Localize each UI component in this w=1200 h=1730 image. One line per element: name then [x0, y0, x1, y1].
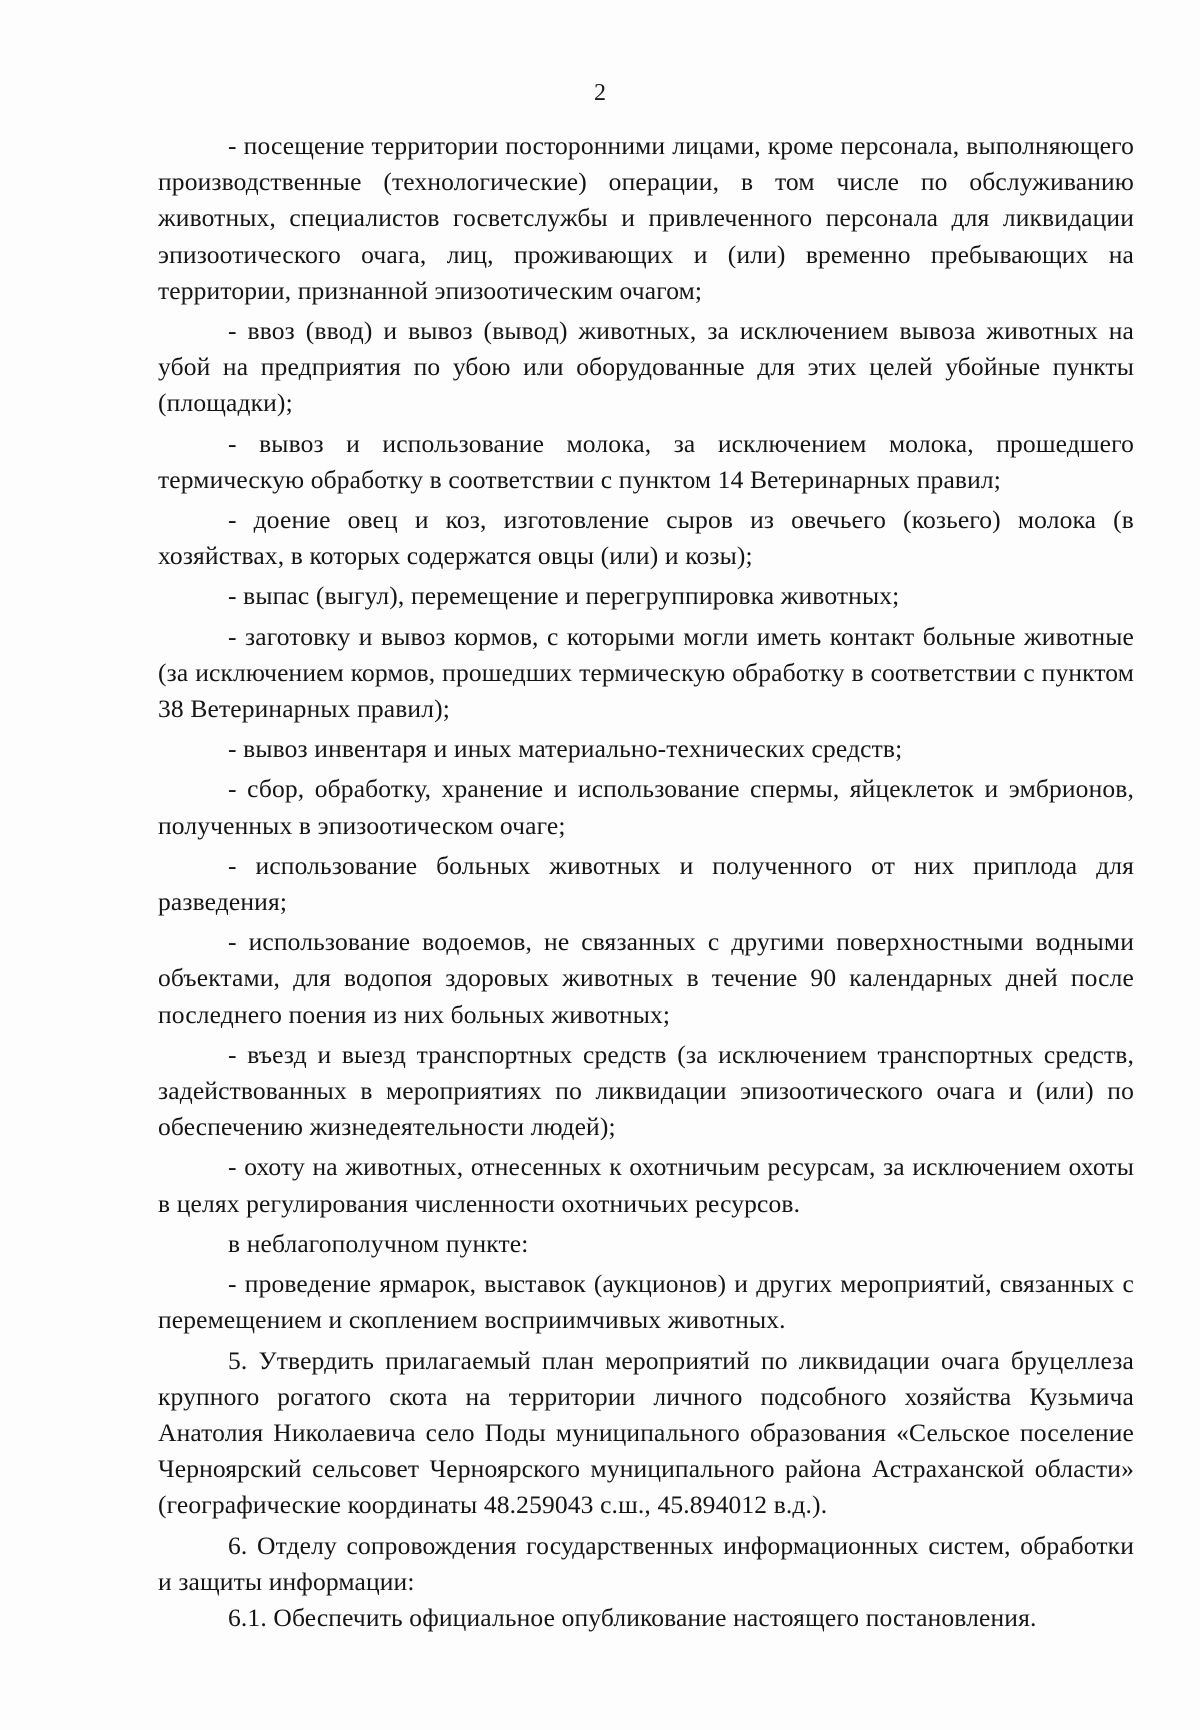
paragraph-restriction-feed: - заготовку и вывоз кормов, с которыми могли иметь контакт больные животные (за исключением кормов, прошедших термическую обработку в соответствии с пунктом 38 Ветеринарных правил); — [158, 621, 1134, 724]
paragraph-item-5: 5. Утвердить прилагаемый план мероприятий по ликвидации очага бруцеллеза крупного рогатого скота на территории личного подсобного хозяйства Кузьмича Анатолия Николаевича село Поды муниципального образования «Сельское поселение Черноярский сельсовет Черноярского муниципального района Астраханской области» (географические координаты 48.259043 с.ш., 45.894012 в.д.). — [158, 1345, 1134, 1520]
paragraph-restriction-visits: - посещение территории посторонними лицами, кроме персонала, выполняющего производственные (технологические) операции, в том числе по обслуживанию животных, специалистов госветслужбы и привлеченного персонала для ликвидации эпизоотического очага, лиц, проживающих и (или) временно пребывающих на территории, признанной эпизоотическим очагом; — [158, 131, 1134, 305]
paragraph-item-6: 6. Отделу сопровождения государственных информационных систем, обработки и защиты информации: — [158, 1530, 1134, 1596]
paragraph-restriction-breeding: - использование больных животных и полученного от них приплода для разведения; — [158, 850, 1134, 917]
paragraph-restriction-animal-transport: - ввоз (ввод) и вывоз (вывод) животных, за исключением вывоза животных на убой на предприятия по убою или оборудованные для этих целей убойные пункты (площадки); — [158, 316, 1134, 418]
paragraph-restriction-milk: - вывоз и использование молока, за исключением молока, прошедшего термическую обработку в соответствии с пунктом 14 Ветеринарных правил; — [158, 428, 1134, 494]
paragraph-restriction-milking: - доение овец и коз, изготовление сыров из овечьего (козьего) молока (в хозяйствах, в которых содержатся овцы (или) и козы); — [158, 505, 1134, 571]
paragraph-restriction-sperm: - сбор, обработку, хранение и использование спермы, яйцеклеток и эмбрионов, полученных в эпизоотическом очаге; — [158, 774, 1134, 840]
document-body — [158, 128, 1134, 1636]
paragraph-unfavorable-point-heading: в неблагополучном пункте: — [228, 1228, 529, 1258]
paragraph-restriction-grazing: - выпас (выгул), перемещение и перегруппировка животных; — [228, 581, 900, 611]
paragraph-restriction-fairs: - проведение ярмарок, выставок (аукционов) и других мероприятий, связанных с перемещением и скоплением восприимчивых животных. — [158, 1269, 1134, 1335]
paragraph-restriction-waterbodies: - использование водоемов, не связанных с другими поверхностными водными объектами, для водопоя здоровых животных в течение 90 календарных дней после последнего поения из них больных животных; — [158, 927, 1134, 1029]
paragraph-restriction-hunting: - охоту на животных, отнесенных к охотничьим ресурсам, за исключением охоты в целях регулирования численности охотничьих ресурсов. — [158, 1152, 1134, 1218]
paragraph-restriction-vehicles: - въезд и выезд транспортных средств (за исключением транспортных средств, задействованных в мероприятиях по ликвидации эпизоотического очага и (или) по обеспечению жизнедеятельности людей); — [158, 1039, 1134, 1142]
paragraph-restriction-inventory: - вывоз инвентаря и иных материально-технических средств; — [228, 734, 903, 764]
paragraph-item-6-1: 6.1. Обеспечить официальное опубликование настоящего постановления. — [228, 1602, 1037, 1632]
page-number: 2 — [594, 80, 606, 106]
